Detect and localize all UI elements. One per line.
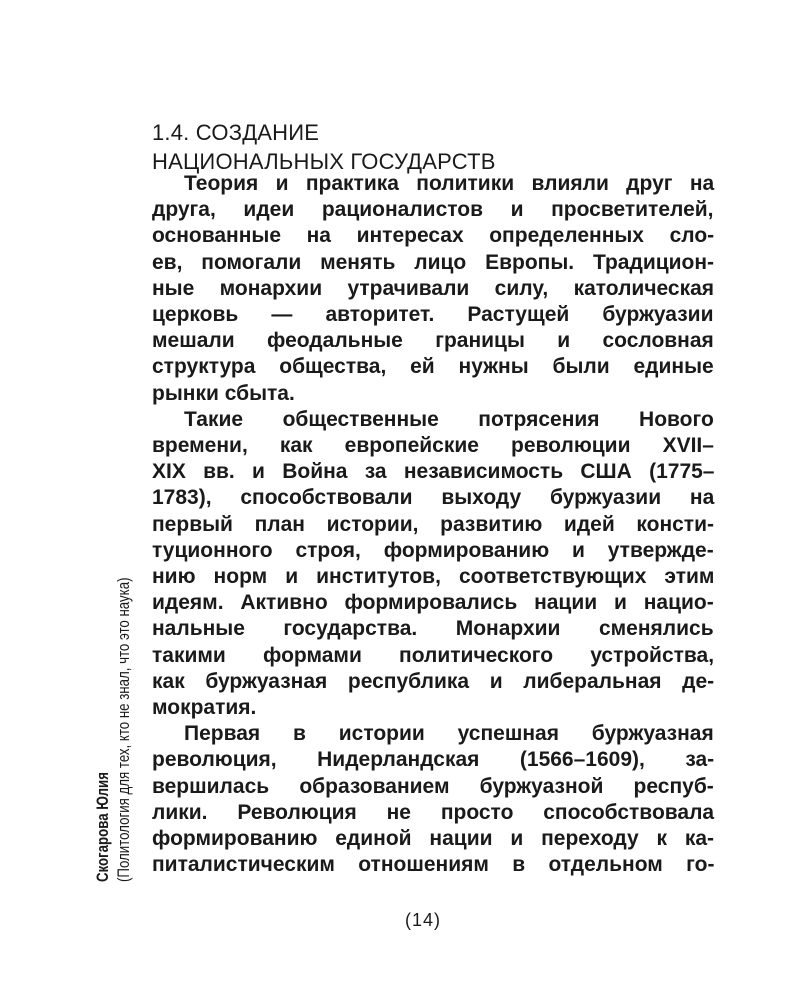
text-line: друга, идеи рационалистов и просветителей, [152, 198, 714, 222]
text-line: идеям. Активно формировались нации и нацио- [152, 591, 714, 615]
text-line: XIX вв. и Война за независимость США (1775– [152, 460, 715, 484]
text-line: такими формами политического устройства, [152, 643, 715, 667]
text-line: вершилась образованием буржуазной респуб- [152, 774, 714, 798]
text-line: времени, как европейские революции XVII– [152, 434, 714, 458]
text-line: ев, помогали менять лицо Европы. Традицион- [152, 250, 715, 274]
text-line: 1783), способствовали выходу буржуазии на [152, 486, 715, 510]
text-line: Теория и практика политики влияли друг на [184, 172, 715, 195]
paragraph [152, 721, 714, 878]
paragraph [152, 171, 714, 407]
text-line: революция, Нидерландская (1566–1609), за- [152, 748, 715, 772]
section-title [152, 118, 712, 176]
author-name: Скогарова Юлия [93, 772, 112, 882]
paragraph [152, 407, 714, 721]
text-line: как буржуазная республика и либеральная де- [152, 669, 715, 693]
text-line: туционного строя, формированию и утвержде- [152, 538, 714, 562]
text-line: Такие общественные потрясения Нового [184, 407, 714, 431]
text-line: основанные на интересах определенных сло- [152, 224, 715, 248]
text-line: формированию единой нации и переходу к ка- [152, 827, 715, 851]
text-line: рынки сбыта. [152, 381, 295, 405]
section-title-line: НАЦИОНАЛЬНЫХ ГОСУДАРСТВ [152, 149, 496, 174]
text-line: первый план истории, развитию идей консти- [152, 512, 714, 536]
text-line: мешали феодальные границы и сословная [152, 329, 714, 353]
book-title: (Политология для тех, кто не знал, что это наука) [114, 577, 133, 882]
body-text [152, 171, 714, 878]
text-line: структура общества, ей нужны были единые [152, 355, 714, 379]
text-line: церковь — авторитет. Растущей буржуазии [152, 303, 714, 327]
text-line: лики. Революция не просто способствовала [152, 800, 715, 824]
text-line: Первая в истории успешная буржуазная [184, 722, 714, 746]
page-number: (14) [405, 910, 442, 930]
text-line: ные монархии утрачивали силу, католическая [152, 276, 715, 300]
text-line: мократия. [152, 696, 257, 720]
text-line: нальные государства. Монархии сменялись [152, 617, 714, 641]
side-caption [92, 462, 134, 882]
text-line: нию норм и институтов, соответствующих этим [152, 565, 715, 589]
section-title-line: 1.4. СОЗДАНИЕ [152, 120, 320, 145]
text-line: питалистическим отношениям в отдельном го- [152, 853, 715, 877]
